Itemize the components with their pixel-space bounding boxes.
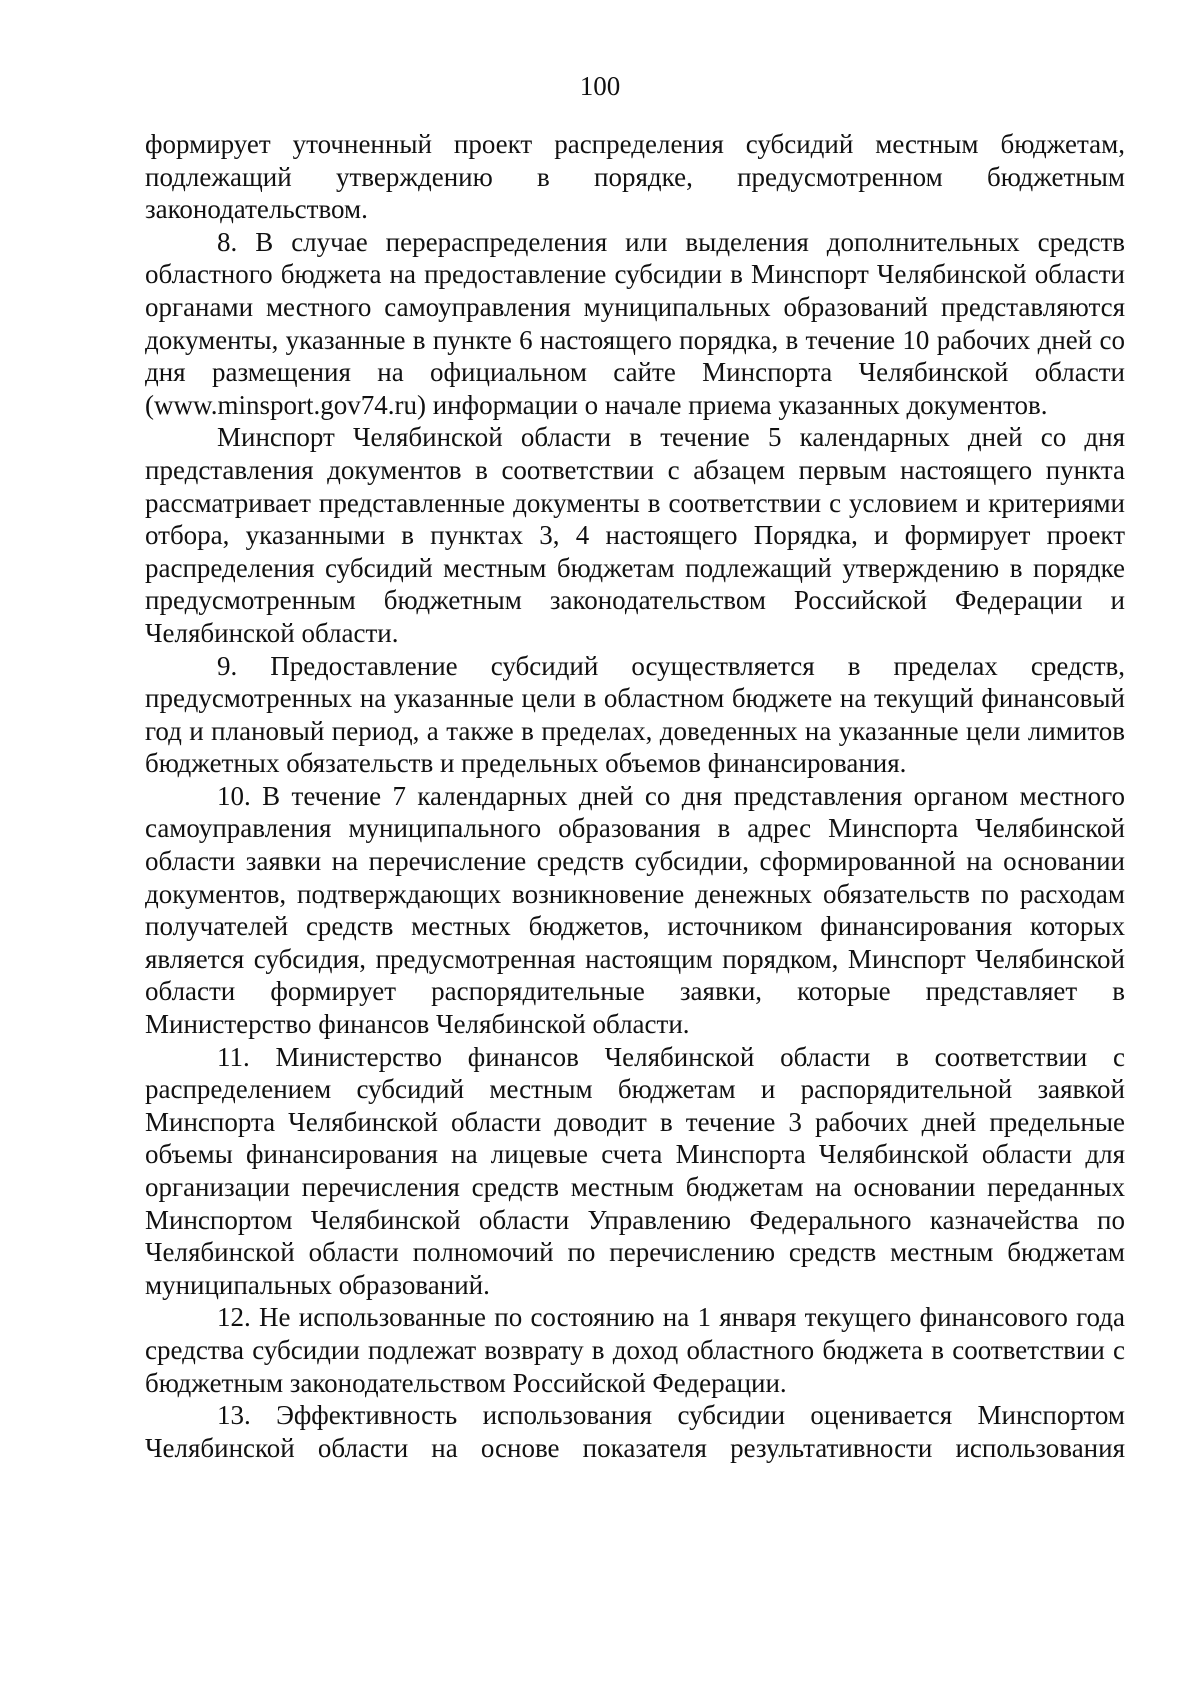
- paragraph-item-8-second: Минспорт Челябинской области в течение 5 календарных дней со дня представления документов в соответствии с абзацем первым настоящего пункта рассматривает представленные документы в соответствии с условием и критериями отбора, указанными в пунктах 3, 4 настоящего Порядка, и формирует проект распределения субсидий местным бюджетам подлежащий утверждению в порядке предусмотренным бюджетным законодательством Российской Федерации и Челябинской области.: [145, 422, 1125, 648]
- paragraph-item-11: 11. Министерство финансов Челябинской области в соответствии с распределением субсидий местным бюджетам и распорядительной заявкой Минспорта Челябинской области доводит в течение 3 рабочих дней предельные объемы финансирования на лицевые счета Минспорта Челябинской области для организации перечисления средств местным бюджетам на основании переданных Минспортом Челябинской области Управлению Федерального казначейства по Челябинской области полномочий по перечислению средств местным бюджетам муниципальных образований.: [145, 1041, 1125, 1300]
- paragraph-item-13: 13. Эффективность использования субсидии оценивается Минспортом Челябинской области на основе показателя результативности использования: [145, 1400, 1125, 1463]
- paragraph-item-12: 12. Не использованные по состоянию на 1 января текущего финансового года средства субсидии подлежат возврату в доход областного бюджета в соответствии с бюджетным законодательством Российской Федерации.: [145, 1302, 1125, 1398]
- paragraph-item-9: 9. Предоставление субсидий осуществляется в пределах средств, предусмотренных на указанные цели в областном бюджете на текущий финансовый год и плановый период, а также в пределах, доведенных на указанные цели лимитов бюджетных обязательств и предельных объемов финансирования.: [145, 650, 1125, 779]
- page-number: 100: [579, 71, 621, 101]
- paragraph-item-10: 10. В течение 7 календарных дней со дня представления органом местного самоуправления муниципального образования в адрес Минспорта Челябинской области заявки на перечисление средств субсидии, сформированной на основании документов, подтверждающих возникновение денежных обязательств по расходам получателей средств местных бюджетов, источником финансирования которых является субсидия, предусмотренная настоящим порядком, Минспорт Челябинской области формирует распорядительные заявки, которые представляет в Министерство финансов Челябинской области.: [145, 780, 1125, 1040]
- document-body: [145, 128, 1125, 1464]
- paragraph-item-8: 8. В случае перераспределения или выделения дополнительных средств областного бюджета на предоставление субсидии в Минспорт Челябинской области органами местного самоуправления муниципальных образований представляются документы, указанные в пункте 6 настоящего порядка, в течение 10 рабочих дней со дня размещения на официальном сайте Минспорта Челябинской области (www.minsport.gov74.ru) информации о начале приема указанных документов.: [145, 226, 1125, 420]
- paragraph-continuation: формирует уточненный проект распределения субсидий местным бюджетам, подлежащий утверждению в порядке, предусмотренном бюджетным законодательством.: [145, 129, 1125, 225]
